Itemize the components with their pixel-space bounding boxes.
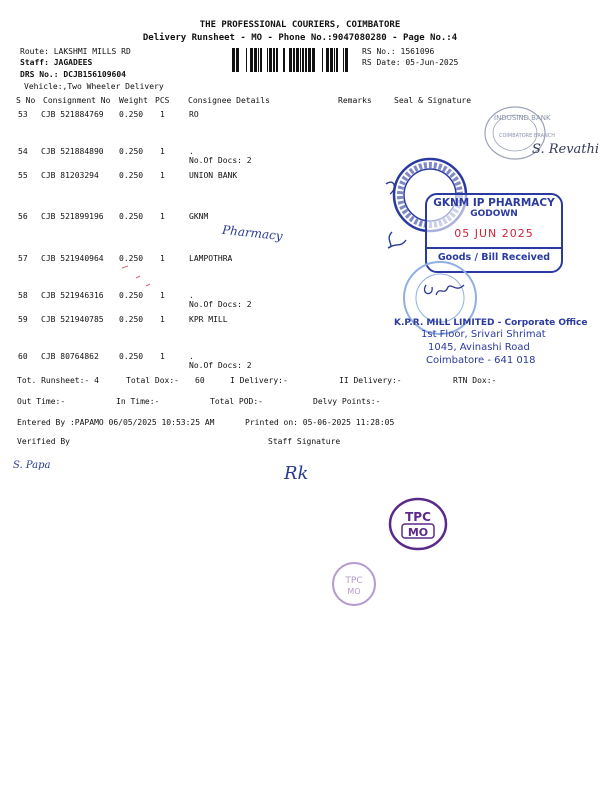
row-weight: 0.250 — [119, 291, 144, 300]
tpc-mo-stamp — [386, 496, 450, 552]
red-marks — [118, 262, 158, 292]
col-remarks: Remarks — [338, 96, 372, 105]
i-delivery: I Delivery:- — [230, 376, 288, 385]
vehicle-label: Vehicle:, — [24, 82, 68, 91]
row-weight: 0.250 — [119, 315, 144, 324]
row-weight: 0.250 — [119, 147, 144, 156]
kpr-line2: 1st Floor, Srivari Shrimat — [421, 329, 546, 340]
row-consignment: CJB 521884769 — [41, 110, 104, 119]
route-value: LAKSHMI MILLS RD — [53, 47, 131, 56]
row-details: KPR MILL — [189, 315, 228, 324]
bank-stamp-branch: COIMBATORE BRANCH — [499, 133, 556, 139]
delvy-points: Delvy Points:- — [313, 397, 381, 406]
signature-pharmacy: Pharmacy — [221, 222, 284, 244]
row-sno: 58 — [18, 291, 28, 300]
col-weight: Weight — [119, 96, 148, 105]
row-note: No.Of Docs: 2 — [189, 300, 252, 309]
route-line — [20, 47, 131, 57]
out-time: Out Time:- — [17, 397, 66, 406]
row-sno: 54 — [18, 147, 28, 156]
row-details: . — [189, 352, 194, 361]
row-pcs: 1 — [160, 291, 165, 300]
row-note: No.Of Docs: 2 — [189, 361, 252, 370]
row-details: . — [189, 291, 194, 300]
rs-no-label: RS No.: — [362, 47, 396, 56]
row-consignment: CJB 521946316 — [41, 291, 104, 300]
tpc-faded-text: TPC — [345, 576, 363, 586]
row-sno: 55 — [18, 171, 28, 180]
row-pcs: 1 — [160, 352, 165, 361]
staff-signature-label: Staff Signature — [268, 437, 341, 446]
row-pcs: 1 — [160, 147, 165, 156]
row-consignment: CJB 521884890 — [41, 147, 104, 156]
company-title: THE PROFESSIONAL COURIERS, COIMBATORE — [199, 20, 401, 30]
total-dox-value: 60 — [195, 376, 205, 385]
signature-rk: Rk — [284, 463, 309, 484]
scribble-initials — [420, 275, 470, 305]
entered-by: Entered By :PAPAMO 06/05/2025 10:53:25 AM — [17, 418, 215, 427]
rs-date-value: 05-Jun-2025 — [405, 58, 459, 67]
row-sno: 60 — [18, 352, 28, 361]
col-seal-signature: Seal & Signature — [394, 96, 472, 105]
row-weight: 0.250 — [119, 171, 144, 180]
rs-no-value: 1561096 — [400, 47, 435, 56]
scribble-signature — [380, 176, 420, 256]
row-details: RO — [189, 110, 199, 119]
row-weight: 0.250 — [119, 352, 144, 361]
staff-value: JAGADEES — [53, 58, 93, 67]
row-details: . — [189, 147, 194, 156]
row-pcs: 1 — [160, 212, 165, 221]
mo-faded-text: MO — [347, 587, 361, 596]
tpc-mo-stamp-faded — [330, 560, 378, 608]
col-consignee: Consignee Details — [188, 96, 270, 105]
row-weight: 0.250 — [119, 212, 144, 221]
rs-date-label: RS Date: — [362, 58, 401, 67]
row-consignment: CJB 81203294 — [41, 171, 99, 180]
gknm-date: 05 JUN 2025 — [454, 227, 534, 240]
vehicle-line — [24, 82, 164, 92]
total-pod: Total POD:- — [210, 397, 263, 406]
total-dox-label: Total Dox:- — [126, 376, 179, 385]
rtn-dox: RTN Dox:- — [453, 376, 497, 385]
kpr-line1: K.P.R. MILL LIMITED - Corporate Office — [394, 318, 588, 328]
drs-value: DCJB156109604 — [63, 70, 126, 79]
row-weight: 0.250 — [119, 110, 144, 119]
gknm-title: GKNM IP PHARMACY — [433, 197, 555, 209]
tot-runsheet: Tot. Runsheet:- 4 — [17, 376, 99, 385]
row-details: UNION BANK — [189, 171, 238, 180]
row-consignment: CJB 521940964 — [41, 254, 104, 263]
rs-no-line — [362, 47, 434, 57]
mo-text: MO — [407, 526, 429, 539]
row-sno: 53 — [18, 110, 28, 119]
row-details: LAMPOTHRA — [189, 254, 233, 263]
tpc-text: TPC — [405, 510, 431, 524]
route-label: Route: — [20, 47, 49, 56]
row-pcs: 1 — [160, 110, 165, 119]
ii-delivery: II Delivery:- — [339, 376, 402, 385]
kpr-line3: 1045, Avinashi Road — [428, 342, 530, 353]
staff-line — [20, 58, 92, 68]
row-pcs: 1 — [160, 315, 165, 324]
gknm-bottom: Goods / Bill Received — [437, 252, 551, 263]
row-details: GKNM — [189, 212, 209, 221]
signature-revathi: S. Revathi — [532, 142, 600, 157]
row-consignment: CJB 521940785 — [41, 315, 104, 324]
gknm-sub: GODOWN — [470, 209, 518, 219]
verified-by: Verified By — [17, 437, 70, 446]
signature-papa: S. Papa — [13, 460, 51, 471]
vehicle-value: Two Wheeler Delivery — [67, 82, 164, 91]
printed-on: Printed on: 05-06-2025 11:28:05 — [245, 418, 395, 427]
staff-label: Staff: — [20, 58, 49, 67]
row-weight: 0.250 — [119, 254, 144, 263]
bank-stamp-name: INDUSIND BANK — [494, 114, 551, 122]
rs-date-line — [362, 58, 458, 68]
kpr-line4: Coimbatore - 641 018 — [426, 355, 536, 366]
row-pcs: 1 — [160, 171, 165, 180]
barcode — [232, 48, 350, 72]
col-pcs: PCS — [155, 96, 170, 105]
row-pcs: 1 — [160, 254, 165, 263]
drs-label: DRS No.: — [20, 70, 59, 79]
in-time: In Time:- — [116, 397, 160, 406]
row-sno: 56 — [18, 212, 28, 221]
row-sno: 57 — [18, 254, 28, 263]
col-sno: S No — [16, 96, 36, 105]
row-note: No.Of Docs: 2 — [189, 156, 252, 165]
runsheet-subtitle: Delivery Runsheet - MO - Phone No.:9047080280 - Page No.:4 — [142, 33, 458, 43]
row-consignment: CJB 521899196 — [41, 212, 104, 221]
row-sno: 59 — [18, 315, 28, 324]
col-consignment: Consignment No — [43, 96, 111, 105]
row-consignment: CJB 80764862 — [41, 352, 99, 361]
drs-line — [20, 70, 126, 80]
